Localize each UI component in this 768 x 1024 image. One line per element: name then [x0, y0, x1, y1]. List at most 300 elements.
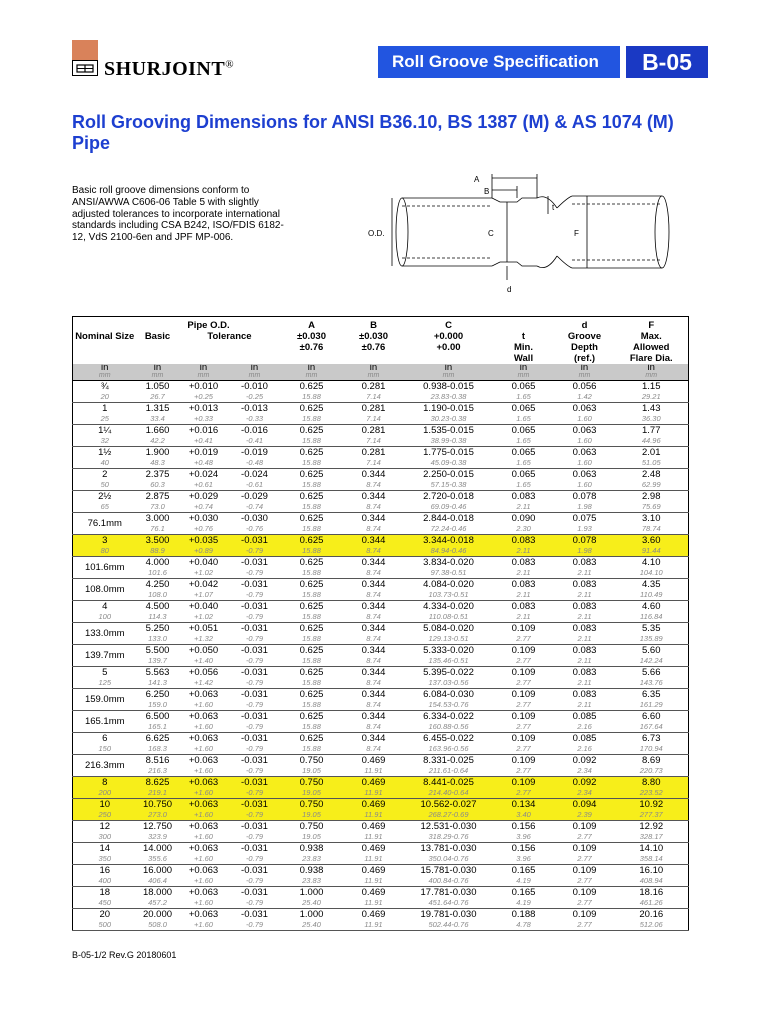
unit-cell: in mm — [229, 364, 281, 381]
a-cell: 0.625 — [299, 601, 324, 612]
nominal-size-cell: 139.7mm — [73, 645, 137, 667]
tn-mm-cell: -0.79 — [229, 590, 281, 601]
table-row — [73, 689, 689, 701]
f-cell: 6.73 — [642, 733, 661, 744]
b-mm-cell: 7.14 — [343, 458, 405, 469]
tn-cell: -0.031 — [241, 689, 268, 700]
tp-mm-cell: +0.76 — [179, 524, 229, 535]
od-cell: 4.500 — [145, 601, 170, 612]
d-cell: 0.094 — [555, 799, 615, 811]
dim-d-label: d — [507, 285, 512, 294]
table-row — [73, 821, 689, 833]
od-mm-cell: 101.6 — [137, 568, 179, 579]
tn-mm-cell: -0.61 — [229, 480, 281, 491]
tp-cell: +0.040 — [188, 557, 219, 568]
od-mm-cell: 457.2 — [137, 898, 179, 909]
t-mm-cell: 2.11 — [493, 612, 555, 623]
d-mm-cell: 2.11 — [555, 590, 615, 601]
table-row-metric — [73, 700, 689, 711]
c-mm-cell: 57.15-0.38 — [405, 480, 493, 491]
od-mm-cell: 273.0 — [137, 810, 179, 821]
tn-mm-cell: -0.48 — [229, 458, 281, 469]
nominal-size-cell: 3 — [73, 535, 137, 547]
d-mm-cell: 1.98 — [555, 502, 615, 513]
a-mm-cell: 19.05 — [281, 810, 343, 821]
a-mm-cell: 15.88 — [281, 568, 343, 579]
c-mm-cell: 84.94-0.46 — [405, 546, 493, 557]
unit-cell: in mm — [405, 364, 493, 381]
nominal-size-cell: 10 — [73, 799, 137, 811]
table-row-metric — [73, 612, 689, 623]
od-cell: 18.000 — [142, 887, 173, 898]
f-mm-cell: 167.64 — [615, 722, 689, 733]
f-cell: 4.60 — [642, 601, 661, 612]
unit-cell: in mm — [73, 364, 137, 381]
t-cell: 0.109 — [511, 689, 536, 700]
od-cell: 1.315 — [145, 403, 170, 414]
tn-mm-cell: -0.79 — [229, 634, 281, 645]
t-mm-cell: 4.19 — [493, 876, 555, 887]
b-cell: 0.344 — [361, 711, 386, 722]
nominal-size-cell: 2½ — [98, 491, 112, 502]
nominal-size-mm-cell: 500 — [73, 920, 137, 931]
tp-mm-cell: +1.60 — [179, 744, 229, 755]
f-cell: 14.10 — [639, 843, 664, 854]
od-cell: 6.625 — [145, 733, 170, 744]
unit-cell: in mm — [137, 364, 179, 381]
tp-cell: +0.035 — [179, 535, 229, 547]
d-cell: 0.083 — [572, 601, 597, 612]
a-cell: 0.750 — [299, 821, 324, 832]
t-cell: 0.109 — [511, 755, 536, 766]
od-mm-cell: 73.0 — [137, 502, 179, 513]
d-cell: 0.075 — [572, 513, 597, 524]
dim-t-label: t — [552, 203, 555, 212]
b-cell: 0.281 — [361, 425, 386, 436]
table-row-metric — [73, 656, 689, 667]
groove-dimensions-table — [72, 316, 689, 931]
f-mm-cell: 104.10 — [615, 568, 689, 579]
a-mm-cell: 25.40 — [281, 898, 343, 909]
c-cell: 1.535-0.015 — [423, 425, 474, 436]
d-mm-cell: 1.98 — [555, 546, 615, 557]
tp-mm-cell: +1.32 — [179, 634, 229, 645]
od-cell: 8.516 — [145, 755, 170, 766]
f-cell: 18.16 — [639, 887, 664, 898]
od-mm-cell: 323.9 — [137, 832, 179, 843]
t-cell: 0.109 — [493, 777, 555, 789]
a-cell: 0.625 — [299, 557, 324, 568]
d-mm-cell: 2.77 — [555, 920, 615, 931]
header-b-1: B — [370, 320, 377, 331]
a-mm-cell: 15.88 — [281, 744, 343, 755]
logo-mark-icon — [72, 40, 98, 76]
table-row — [73, 843, 689, 855]
logo-text: SHURJOINT® — [104, 58, 235, 80]
header-a-tol: ±0.030 ±0.76 — [297, 331, 326, 353]
tn-mm-cell: -0.79 — [229, 788, 281, 799]
t-cell: 0.083 — [511, 491, 536, 502]
f-cell: 5.35 — [642, 623, 661, 634]
od-cell: 20.000 — [142, 909, 173, 920]
table-row-metric — [73, 788, 689, 799]
tn-cell: -0.031 — [241, 865, 268, 876]
c-mm-cell: 268.27-0.69 — [405, 810, 493, 821]
a-cell: 0.625 — [299, 425, 324, 436]
b-cell: 0.344 — [361, 469, 386, 480]
page-footer: B-05-1/2 Rev.G 20180601 — [72, 950, 177, 960]
c-mm-cell: 135.46-0.51 — [405, 656, 493, 667]
t-cell: 0.090 — [511, 513, 536, 524]
d-cell: 0.109 — [572, 821, 597, 832]
table-row-metric — [73, 744, 689, 755]
c-mm-cell: 45.09-0.38 — [405, 458, 493, 469]
table-row — [73, 469, 689, 481]
f-mm-cell: 44.96 — [615, 436, 689, 447]
nominal-size-mm-cell: 20 — [73, 392, 137, 403]
d-cell: 0.085 — [572, 711, 597, 722]
b-mm-cell: 8.74 — [343, 612, 405, 623]
a-mm-cell: 15.88 — [281, 458, 343, 469]
c-mm-cell: 160.88-0.56 — [405, 722, 493, 733]
f-mm-cell: 461.26 — [615, 898, 689, 909]
nominal-size-cell: 4 — [102, 601, 108, 612]
d-cell: 0.085 — [572, 733, 597, 744]
a-mm-cell: 19.05 — [281, 766, 343, 777]
od-cell: 8.625 — [137, 777, 179, 789]
tp-mm-cell: +1.07 — [179, 590, 229, 601]
b-cell: 0.469 — [361, 887, 386, 898]
b-cell: 0.344 — [361, 579, 386, 590]
f-mm-cell: 29.21 — [615, 392, 689, 403]
tn-mm-cell: -0.79 — [229, 854, 281, 865]
f-cell: 1.15 — [642, 381, 661, 392]
od-mm-cell: 168.3 — [137, 744, 179, 755]
c-cell: 6.455-0.022 — [423, 733, 474, 744]
b-mm-cell: 8.74 — [343, 744, 405, 755]
f-cell: 6.35 — [642, 689, 661, 700]
nominal-size-mm-cell: 50 — [73, 480, 137, 491]
table-row-metric — [73, 414, 689, 425]
tp-cell: +0.063 — [188, 689, 219, 700]
b-cell: 0.469 — [361, 843, 386, 854]
f-mm-cell: 358.14 — [615, 854, 689, 865]
tn-cell: -0.031 — [229, 799, 281, 811]
table-row — [73, 601, 689, 613]
f-cell: 20.16 — [639, 909, 664, 920]
d-mm-cell: 2.34 — [555, 766, 615, 777]
tn-cell: -0.031 — [241, 733, 268, 744]
tp-cell: +0.063 — [188, 821, 219, 832]
unit-cell: in mm — [493, 364, 555, 381]
c-cell: 3.344-0.018 — [405, 535, 493, 547]
tn-mm-cell: -0.79 — [229, 678, 281, 689]
c-cell: 10.562-0.027 — [405, 799, 493, 811]
c-cell: 1.775-0.015 — [423, 447, 474, 458]
od-cell: 6.250 — [145, 689, 170, 700]
page-title: Roll Grooving Dimensions for ANSI B36.10, BS 1387 (M) & AS 1074 (M) Pipe — [72, 112, 674, 153]
b-cell: 0.344 — [361, 689, 386, 700]
d-cell: 0.063 — [572, 425, 597, 436]
tp-mm-cell: +1.60 — [179, 920, 229, 931]
d-mm-cell: 1.60 — [555, 436, 615, 447]
nominal-size-cell: 1 — [102, 403, 108, 414]
d-cell: 0.063 — [572, 447, 597, 458]
tn-cell: -0.031 — [241, 909, 268, 920]
tn-mm-cell: -0.79 — [229, 876, 281, 887]
d-cell: 0.109 — [572, 887, 597, 898]
table-row — [73, 645, 689, 657]
c-cell: 15.781-0.030 — [420, 865, 477, 876]
t-mm-cell: 1.65 — [493, 458, 555, 469]
table-row-metric — [73, 546, 689, 557]
tp-cell: +0.063 — [188, 865, 219, 876]
t-cell: 0.156 — [511, 821, 536, 832]
tn-cell: -0.024 — [241, 469, 268, 480]
shurjoint-logo — [72, 40, 282, 80]
b-mm-cell: 11.91 — [343, 832, 405, 843]
f-cell: 3.60 — [615, 535, 689, 547]
dim-f-label: F — [574, 229, 579, 238]
tp-cell: +0.063 — [188, 887, 219, 898]
tp-cell: +0.040 — [188, 601, 219, 612]
header-a-1: A — [308, 320, 315, 331]
od-cell: 1.660 — [145, 425, 170, 436]
tp-mm-cell: +0.25 — [179, 392, 229, 403]
t-mm-cell: 2.11 — [493, 502, 555, 513]
f-mm-cell: 170.94 — [615, 744, 689, 755]
d-mm-cell: 1.60 — [555, 458, 615, 469]
a-cell: 0.625 — [299, 469, 324, 480]
b-cell: 0.281 — [361, 381, 386, 392]
tp-mm-cell: +1.60 — [179, 788, 229, 799]
c-mm-cell: 137.03-0.56 — [405, 678, 493, 689]
c-cell: 4.084-0.020 — [423, 579, 474, 590]
od-mm-cell: 26.7 — [137, 392, 179, 403]
b-mm-cell: 8.74 — [343, 590, 405, 601]
section-banner: Roll Groove Specification — [378, 46, 620, 78]
d-mm-cell: 2.16 — [555, 744, 615, 755]
b-cell: 0.344 — [361, 491, 386, 502]
c-mm-cell: 69.09-0.46 — [405, 502, 493, 513]
dim-od-label: O.D. — [368, 229, 385, 238]
a-cell: 0.625 — [299, 645, 324, 656]
b-mm-cell: 8.74 — [343, 722, 405, 733]
t-cell: 0.109 — [511, 667, 536, 678]
b-cell: 0.344 — [361, 601, 386, 612]
c-mm-cell: 129.13-0.51 — [405, 634, 493, 645]
tp-mm-cell: +1.60 — [179, 876, 229, 887]
tn-cell: -0.031 — [241, 645, 268, 656]
a-cell: 0.625 — [281, 535, 343, 547]
d-cell: 0.109 — [572, 865, 597, 876]
c-cell: 4.334-0.020 — [423, 601, 474, 612]
c-cell: 8.331-0.025 — [423, 755, 474, 766]
t-cell: 0.165 — [511, 887, 536, 898]
a-cell: 0.625 — [299, 623, 324, 634]
table-row-metric — [73, 854, 689, 865]
f-cell: 8.80 — [615, 777, 689, 789]
nominal-size-mm-cell: 40 — [73, 458, 137, 469]
table-row-metric — [73, 458, 689, 469]
d-mm-cell: 2.77 — [555, 832, 615, 843]
table-row — [73, 799, 689, 811]
f-mm-cell: 161.29 — [615, 700, 689, 711]
tn-cell: -0.031 — [241, 755, 268, 766]
d-cell: 0.078 — [555, 535, 615, 547]
od-cell: 2.375 — [145, 469, 170, 480]
od-mm-cell: 48.3 — [137, 458, 179, 469]
d-mm-cell: 2.16 — [555, 722, 615, 733]
tp-mm-cell: +1.60 — [179, 810, 229, 821]
t-cell: 0.083 — [511, 579, 536, 590]
tn-cell: -0.031 — [241, 887, 268, 898]
od-mm-cell: 60.3 — [137, 480, 179, 491]
f-cell: 1.77 — [642, 425, 661, 436]
nominal-size-cell: 1½ — [98, 447, 112, 458]
table-row — [73, 557, 689, 569]
t-mm-cell: 2.77 — [493, 766, 555, 777]
t-cell: 0.065 — [511, 469, 536, 480]
b-mm-cell: 8.74 — [343, 656, 405, 667]
c-cell: 3.834-0.020 — [423, 557, 474, 568]
tp-mm-cell: +1.02 — [179, 612, 229, 623]
table-row — [73, 777, 689, 789]
a-mm-cell: 25.40 — [281, 920, 343, 931]
c-mm-cell: 163.96-0.56 — [405, 744, 493, 755]
od-mm-cell: 139.7 — [137, 656, 179, 667]
t-cell: 0.165 — [511, 865, 536, 876]
tn-cell: -0.029 — [241, 491, 268, 502]
d-mm-cell: 1.42 — [555, 392, 615, 403]
tn-cell: -0.031 — [241, 843, 268, 854]
table-row — [73, 909, 689, 921]
f-mm-cell: 62.99 — [615, 480, 689, 491]
od-cell: 14.000 — [142, 843, 173, 854]
table-row — [73, 667, 689, 679]
nominal-size-cell: 18 — [99, 887, 111, 898]
b-cell: 0.344 — [361, 733, 386, 744]
nominal-size-cell: 5 — [102, 667, 108, 678]
tp-cell: +0.024 — [188, 469, 219, 480]
b-mm-cell: 8.74 — [343, 568, 405, 579]
od-mm-cell: 114.3 — [137, 612, 179, 623]
d-cell: 0.056 — [572, 381, 597, 392]
t-mm-cell: 2.11 — [493, 546, 555, 557]
nominal-size-mm-cell: 100 — [73, 612, 137, 623]
a-mm-cell: 15.88 — [281, 546, 343, 557]
od-mm-cell: 159.0 — [137, 700, 179, 711]
tp-cell: +0.051 — [188, 623, 219, 634]
c-mm-cell: 318.29-0.76 — [405, 832, 493, 843]
tp-mm-cell: +0.41 — [179, 436, 229, 447]
od-cell: 2.875 — [145, 491, 170, 502]
a-cell: 0.750 — [299, 755, 324, 766]
table-row — [73, 579, 689, 591]
c-mm-cell: 72.24-0.46 — [405, 524, 493, 535]
tp-cell: +0.013 — [188, 403, 219, 414]
nominal-size-mm-cell: 350 — [73, 854, 137, 865]
t-cell: 0.065 — [511, 403, 536, 414]
c-mm-cell: 38.99-0.38 — [405, 436, 493, 447]
b-cell: 0.469 — [361, 865, 386, 876]
b-cell: 0.344 — [361, 623, 386, 634]
tn-cell: -0.019 — [241, 447, 268, 458]
c-cell: 12.531-0.030 — [420, 821, 477, 832]
t-mm-cell: 1.65 — [493, 392, 555, 403]
c-mm-cell: 214.40-0.64 — [405, 788, 493, 799]
b-cell: 0.344 — [361, 513, 386, 524]
a-cell: 0.625 — [299, 513, 324, 524]
tp-mm-cell: +0.48 — [179, 458, 229, 469]
f-cell: 3.10 — [642, 513, 661, 524]
d-mm-cell: 2.11 — [555, 612, 615, 623]
b-mm-cell: 11.91 — [343, 920, 405, 931]
a-mm-cell: 23.83 — [281, 854, 343, 865]
f-mm-cell: 110.49 — [615, 590, 689, 601]
t-mm-cell: 2.30 — [493, 524, 555, 535]
a-mm-cell: 19.05 — [281, 788, 343, 799]
t-cell: 0.156 — [511, 843, 536, 854]
tn-mm-cell: -0.76 — [229, 524, 281, 535]
nominal-size-cell: 2 — [102, 469, 108, 480]
a-mm-cell: 15.88 — [281, 678, 343, 689]
t-cell: 0.109 — [511, 645, 536, 656]
table-row — [73, 887, 689, 899]
tp-mm-cell: +1.02 — [179, 568, 229, 579]
c-mm-cell: 400.84-0.76 — [405, 876, 493, 887]
t-mm-cell: 1.65 — [493, 414, 555, 425]
nominal-size-cell: 12 — [99, 821, 111, 832]
b-mm-cell: 7.14 — [343, 392, 405, 403]
t-cell: 0.134 — [493, 799, 555, 811]
table-row-metric — [73, 480, 689, 491]
b-mm-cell: 8.74 — [343, 524, 405, 535]
header-d: Groove Depth (ref.) — [567, 331, 602, 364]
od-cell: 6.500 — [145, 711, 170, 722]
table-row-metric — [73, 766, 689, 777]
spec-code: B-05 — [626, 46, 708, 78]
nominal-size-mm-cell: 250 — [73, 810, 137, 821]
table-row — [73, 491, 689, 503]
d-mm-cell: 2.11 — [555, 656, 615, 667]
od-cell: 1.050 — [145, 381, 170, 392]
b-cell: 0.469 — [361, 821, 386, 832]
tn-mm-cell: -0.41 — [229, 436, 281, 447]
c-cell: 6.084-0.030 — [423, 689, 474, 700]
header-f: Max. Allowed Flare Dia. — [629, 331, 673, 364]
od-cell: 10.750 — [137, 799, 179, 811]
f-mm-cell: 408.94 — [615, 876, 689, 887]
tn-mm-cell: -0.79 — [229, 766, 281, 777]
b-mm-cell: 8.74 — [343, 634, 405, 645]
table-row — [73, 535, 689, 547]
c-cell: 1.190-0.015 — [423, 403, 474, 414]
t-cell: 0.109 — [511, 623, 536, 634]
t-cell: 0.109 — [511, 711, 536, 722]
od-cell: 12.750 — [142, 821, 173, 832]
c-cell: 8.441-0.025 — [405, 777, 493, 789]
t-cell: 0.065 — [511, 447, 536, 458]
a-cell: 0.938 — [299, 865, 324, 876]
t-mm-cell: 2.77 — [493, 722, 555, 733]
nominal-size-cell: 159.0mm — [73, 689, 137, 711]
f-cell: 12.92 — [639, 821, 664, 832]
tp-mm-cell: +1.60 — [179, 722, 229, 733]
d-cell: 0.109 — [572, 843, 597, 854]
d-mm-cell: 1.60 — [555, 414, 615, 425]
od-mm-cell: 141.3 — [137, 678, 179, 689]
